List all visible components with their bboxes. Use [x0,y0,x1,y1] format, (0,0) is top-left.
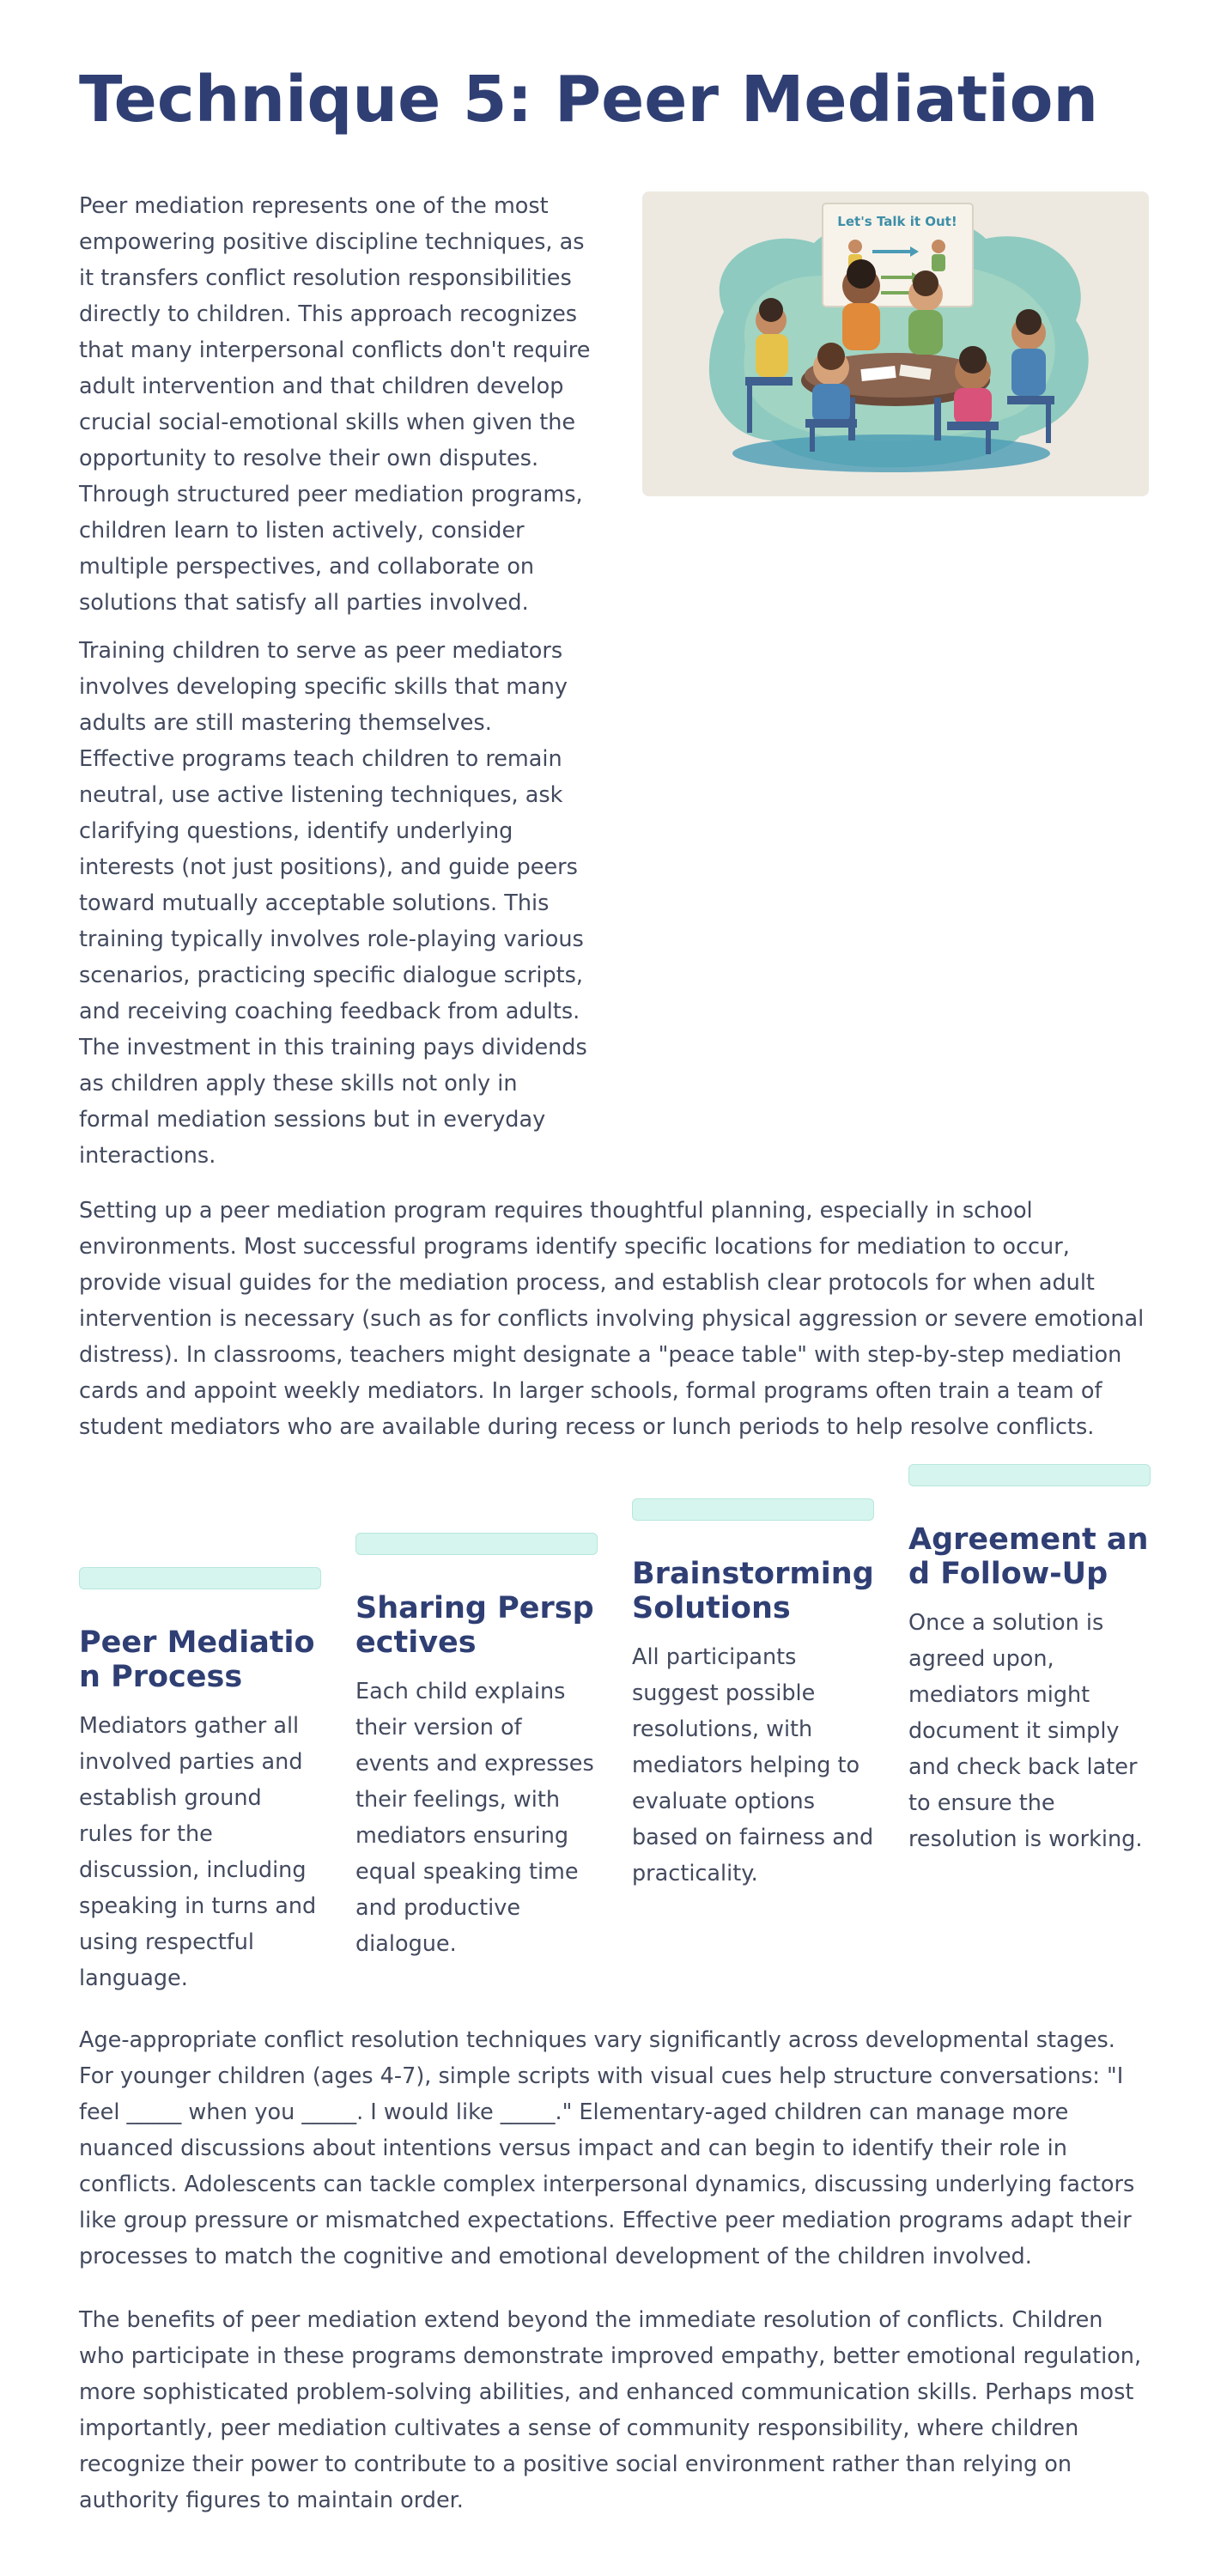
intro-text [79,188,594,1174]
poster-text: Let's Talk it Out! [837,214,957,229]
step-bar-1 [79,1567,321,1589]
step-title-3: Brainstorming Solutions [632,1557,874,1625]
step-card-4 [908,1464,1151,1857]
step-title-2: Sharing Perspectives [355,1591,594,1660]
step-card-3 [632,1498,874,1892]
setup-paragraph: Setting up a peer mediation program requires thoughtful planning, especially in school environments. Most successful programs identify specific locations for mediation to occur, provide visual guides for the mediation process, and establish clear protocols for when adult intervention is necessary (such as for conflicts involving physical aggression or severe emotional distress). In classrooms, teachers might designate a "peace table" with step-by-step mediation cards and appoint weekly mediators. In larger schools, formal programs often train a team of student mediators who are available during recess or lunch periods to help resolve conflicts. [79,1198,1145,1440]
step-bar-4 [908,1464,1151,1486]
step-text-2: Each child explains their version of events and expresses their feelings, with mediators ensuring equal speaking time and productive dialogue. [355,1679,594,1957]
age-paragraph: Age-appropriate conflict resolution techniques vary significantly across developmental stages. For younger children (ages 4-7), simple scripts with visual cues help structure conversations: "I feel _____ when you _____. I would like _____." Elementary-aged children can manage more nuanced discussions about intentions versus impact and can begin to identify their role in conflicts. Adolescents can tackle complex interpersonal dynamics, discussing underlying factors like group pressure or mismatched expectations. Effective peer mediation programs adapt their processes to match the cognitive and emotional development of the children involved. [79,2027,1135,2269]
step-title-1: Peer Mediation Process [79,1625,315,1694]
step-bar-3 [632,1498,874,1521]
children-at-table-illustration [642,191,1149,496]
page-title: Technique 5: Peer Mediation [79,63,1099,137]
step-text-3: All participants suggest possible resolutions, with mediators helping to evaluate options based on fairness and practicality. [632,1644,874,1886]
peer-mediation-illustration [642,191,1149,496]
benefits-paragraph: The benefits of peer mediation extend beyond the immediate resolution of conflicts. Children who participate in these programs demonstrate improved empathy, better emotional regulation, more sophisticated problem-solving abilities, and enhanced communication skills. Perhaps most importantly, peer mediation cultivates a sense of community responsibility, where children recognize their power to contribute to a positive social environment rather than relying on authority figures to maintain order. [79,2307,1142,2513]
step-card-1 [79,1567,321,1996]
step-text-4: Once a solution is agreed upon, mediators might document it simply and check back later to ensure the resolution is working. [908,1610,1143,1852]
step-card-2 [355,1533,598,1962]
intro-paragraph-2: Training children to serve as peer mediators involves developing specific skills that many adults are still mastering themselves. Effective programs teach children to remain neutral, use active listening techniques, ask clarifying questions, identify underlying interests (not just positions), and guide peers toward mutually acceptable solutions. This training typically involves role-playing various scenarios, practicing specific dialogue scripts, and receiving coaching feedback from adults. The investment in this training pays dividends as children apply these skills not only in formal mediation sessions but in everyday interactions. [79,638,587,1169]
intro-paragraph-1: Peer mediation represents one of the most empowering positive discipline techniques, as it transfers conflict resolution responsibilities directly to children. This approach recognizes that many interpersonal conflicts don't require adult intervention and that children develop crucial social-emotional skills when given the opportunity to resolve their own disputes. Through structured peer mediation programs, children learn to listen actively, consider multiple perspectives, and collaborate on solutions that satisfy all parties involved. [79,193,591,616]
step-text-1: Mediators gather all involved parties and establish ground rules for the discussion, including speaking in turns and using respectful language. [79,1713,317,1991]
step-bar-2 [355,1533,598,1555]
step-title-4: Agreement and Follow-Up [908,1522,1149,1591]
mediation-steps [79,1461,1151,1994]
